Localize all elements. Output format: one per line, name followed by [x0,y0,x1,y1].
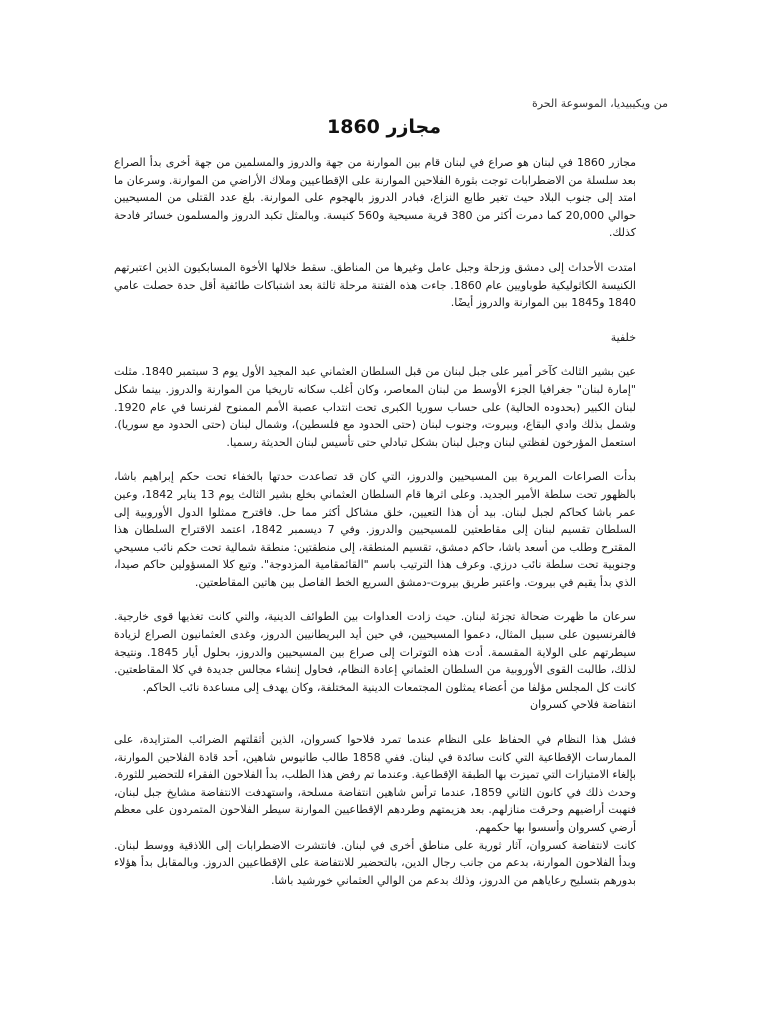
section-heading-kesrouan: انتفاضة فلاحي كسروان [530,698,636,712]
kesrouan-paragraph-2: كانت لانتفاضة كسروان، آثار ثورية على مناطق أخرى في لبنان. فانتشرت الاضطرابات إلى اللاذقية ووسط لبنان. وبدأ الفلاحون الموارنة، بدعم من جانب رجال الدين، بالتحضير للانتفاضة على الإقطاعيين الدروز. وبالمقابل بدأ هؤلاء بدورهم بتسليح رعاياهم من الدروز، وذلك بدعم من الوالي العثماني خورشيد باشا. [114,838,636,887]
background-paragraph-2: بدأت الصراعات المريرة بين المسيحيين والدروز، التي كان قد تصاعدت حدتها بالخفاء تحت حكم إبراهيم باشا، بالظهور تحت سلطة الأمير الجديد. وعلى اثرها قام السلطان العثماني بخلع بشير الثالث يوم 13 يناير 1842، وعين عمر باشا كحاكم لجبل لبنان. بيد أن هذا التعيين، خلق مشاكل أكثر مما حل. فاقترح ممثلوا الدول الأوروبية إلى السلطان تقسيم لبنان إلى مقاطعتين للمسيحيين والدروز. وفي 7 ديسمبر 1842، اعتمد الاقتراح السلطان هذا المقترح وطلب من أسعد باشا، حاكم دمشق، تقسيم المنطقة، إلى منطقتين: منطقة شمالية تحت حكم نائب مسيحي وجنوبية تحت سلطة نائب درزي. وعرف هذا الترتيب باسم "القائمقامية المزدوجة". وتبع كلا المسؤولين حاكم صيدا، الذي بدأ يقيم في بيروت. واعتبر طريق بيروت-دمشق السريع الخط الفاصل بين هاتين المقاطعتين. [114,470,636,589]
kesrouan-paragraph-1: فشل هذا النظام في الحفاظ على النظام عندما تمرد فلاحوا كسروان، الذين أثقلتهم الضرائب المتزايدة، على الممارسات الإقطاعية التي كانت سائدة في لبنان. ففي 1858 طالب طانيوس شاهين، أحد قادة الفلاحين الموارنة، بإلغاء الامتيازات التي تميزت بها الطبقة الإقطاعية. وعندما تم رفض هذا الطلب، بدأ الفلاحون الفقراء للتحضير للثورة. وحدث ذلك في كانون الثاني 1859، عندما ترأس شاهين انتفاضة مسلحة، واستهدفت الانتفاضة مشايخ جبل لبنان، فنهبت أراضيهم وحرقت منازلهم. بعد هزيمتهم وطردهم الإقطاعيين الموارنة سيطر الفلاحون المتمردون على معظم أرضي كسروان وأسسوا بها حكمهم. [114,733,637,834]
background-paragraph-1: عين بشير الثالث كآخر أمير على جبل لبنان من قبل السلطان العثماني عبد المجيد الأول يوم 3 سبتمبر 1840. مثلت "إمارة لبنان" جغرافيا الجزء الأوسط من لبنان المعاصر، وكان أغلب سكانه تاريخيا من الموارنة والدروز. بينما شكل لبنان الكبير (بحدوده الحالية) على حساب سوريا الكبرى تحت انتداب عصبة الأمم الممنوح لفرنسا في عام 1920. وشمل بذلك وادي البقاع، وبيروت، وجنوب لبنان (حتى الحدود مع فلسطين)، وشمال لبنان (حتى الحدود مع سوريا). استعمل المؤرخون لفظتي لبنان وجبل لبنان بشكل تبادلي حتى تأسيس لبنان الحديثة رسميا. [114,365,636,449]
intro-paragraph-1: مجازر 1860 في لبنان هو صراع في لبنان قام بين الموارنة من جهة والدروز والمسلمين من جهة أخرى بدأ الصراع بعد سلسلة من الاضطرابات توجت بثورة الفلاحين الموارنة على الإقطاعيين وملاك الأراضي من الموارنة. وسرعان ما امتد إلى جنوب البلاد حيث تغير طابع النزاع، فبادر الدروز بالهجوم على الموارنة. بلغ عدد القتلى من المسيحيين حوالي 20,000 كما دمرت أكثر من 380 قرية مسيحية و560 كنيسة. وبالمثل تكبد الدروز والمسلمون خسائر فادحة كذلك. [114,156,637,240]
section-heading-background: خلفية [610,330,636,344]
article-body [114,154,636,906]
source-line: من ويكيبيديا، الموسوعة الحرة [531,97,668,110]
intro-paragraph-2: امتدت الأحداث إلى دمشق وزحلة وجبل عامل وغيرها من المناطق. سقط خلالها الأخوة المسابكيون الذين اعتبرتهم الكنيسة الكاثوليكية طوباويين عام 1860. جاءت هذه الفتنة مرحلة ثالثة بعد اشتباكات طائفية أقل حدة حصلت عامي 1840 و1845 بين الموارنة والدروز أيضًا. [114,260,636,310]
background-paragraph-3: سرعان ما ظهرت ضحالة تجزئة لبنان. حيث زادت العداوات بين الطوائف الدينية، والتي كانت تغذيها قوى خارجية. فالفرنسيون على سبيل المثال، دعموا المسيحيين، في حين أيد البريطانيين الدروز، وغدى العثمانيون الصراع لزيادة سيطرتهم على الولاية المقسمة. أدت هذه التوترات إلى صراع بين المسيحيين والدروز، بحلول أيار 1845. ونتيجة لذلك، طالبت القوى الأوروبية من السلطان العثماني إعادة النظام، فحاول إنشاء مجالس جديدة في كلا المقاطعتين. كانت كل المجلس مؤلفا من أعضاء يمثلون المجتمعات الدينية المختلفة، وكان يهدف إلى مساعدة نائب الحاكم. [114,610,636,694]
page-title: مجازر 1860 [327,116,441,138]
